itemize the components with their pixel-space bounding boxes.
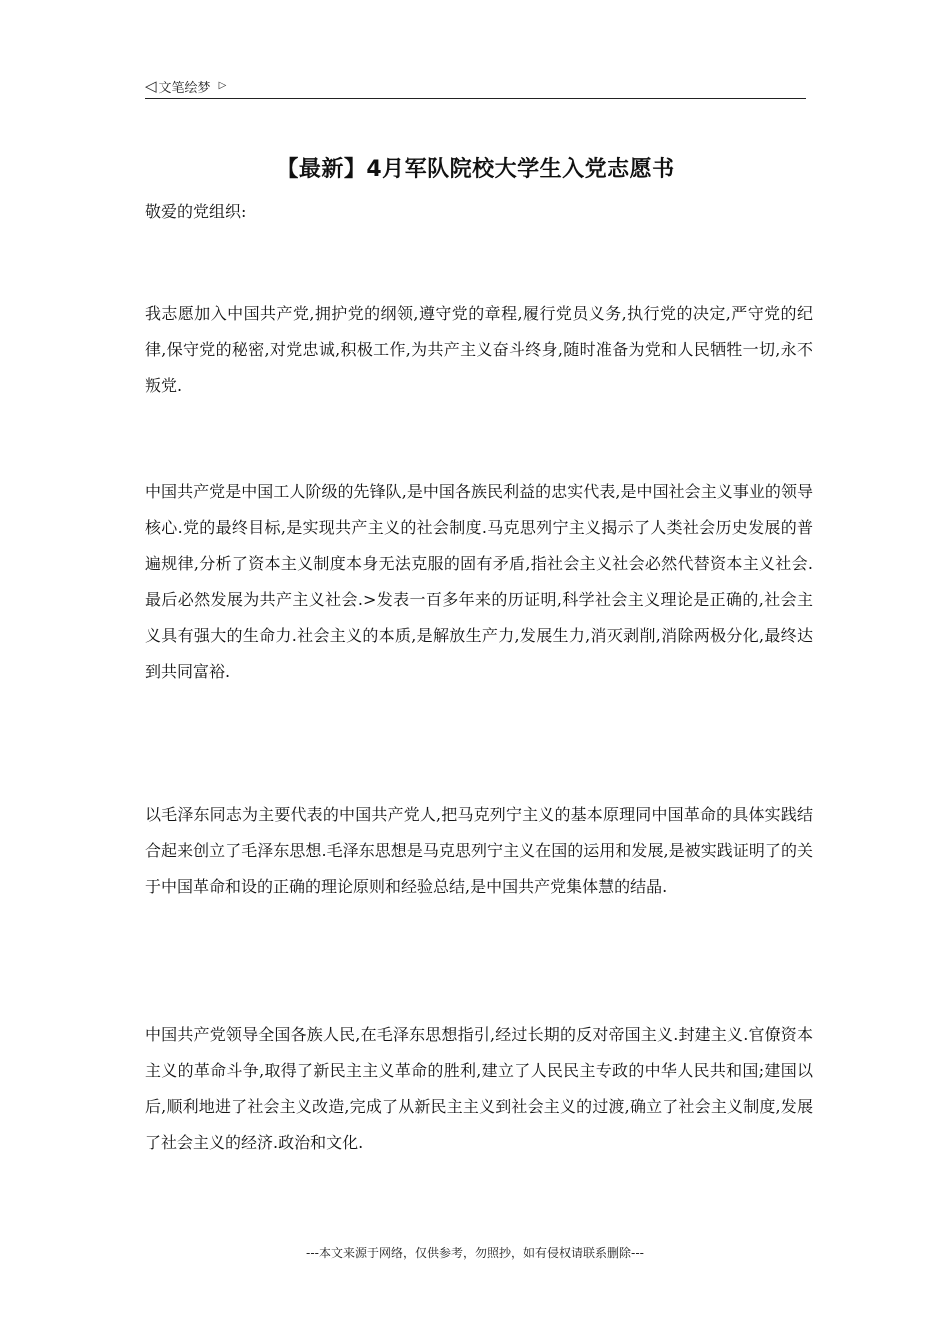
page-header [145, 74, 806, 99]
document-title: 【最新】4月军队院校大学生入党志愿书 [276, 157, 675, 182]
paragraph-1: 我志愿加入中国共产党,拥护党的纲领,遵守党的章程,履行党员义务,执行党的决定,严守党的纪律,保守党的秘密,对党忠诚,积极工作,为共产主义奋斗终身,随时准备为党和人民牺牲一切,永不叛党. [145, 304, 813, 395]
triangle-left-icon: ◁ [145, 76, 157, 95]
salutation: 敬爱的党组织: [145, 202, 247, 221]
header-text: 文笔绘梦 [158, 80, 211, 96]
page-footer: ---本文来源于网络，仅供参考，勿照抄，如有侵权请联系删除--- [306, 1246, 644, 1260]
paragraph-3: 以毛泽东同志为主要代表的中国共产党人,把马克列宁主义的基本原理同中国革命的具体实践结合起来创立了毛泽东思想.毛泽东思想是马克思列宁主义在国的运用和发展,是被实践证明了的关于中国革命和设的正确的理论原则和经验总结,是中国共产党集体慧的结晶. [145, 805, 813, 896]
paragraph-4: 中国共产党领导全国各族人民,在毛泽东思想指引,经过长期的反对帝国主义.封建主义.官僚资本主义的革命斗争,取得了新民主主义革命的胜利,建立了人民民主专政的中华人民共和国;建国以后,顺利地进了社会主义改造,完成了从新民主主义到社会主义的过渡,确立了社会主义制度,发展了社会主义的经济.政治和文化. [145, 1025, 813, 1152]
paragraph-2: 中国共产党是中国工人阶级的先锋队,是中国各族民利益的忠实代表,是中国社会主义事业的领导核心.党的最终目标,是实现共产主义的社会制度.马克思列宁主义揭示了人类社会历史发展的普遍规律,分析了资本主义制度本身无法克服的固有矛盾,指社会主义社会必然代替资本主义社会.最后必然发展为共产主义社会.>发表一百多年来的历证明,科学社会主义理论是正确的,社会主义具有强大的生命力.社会主义的本质,是解放生产力,发展生力,消灭剥削,消除两极分化,最终达到共同富裕. [145, 482, 813, 681]
triangle-right-icon: ▷ [218, 80, 227, 91]
